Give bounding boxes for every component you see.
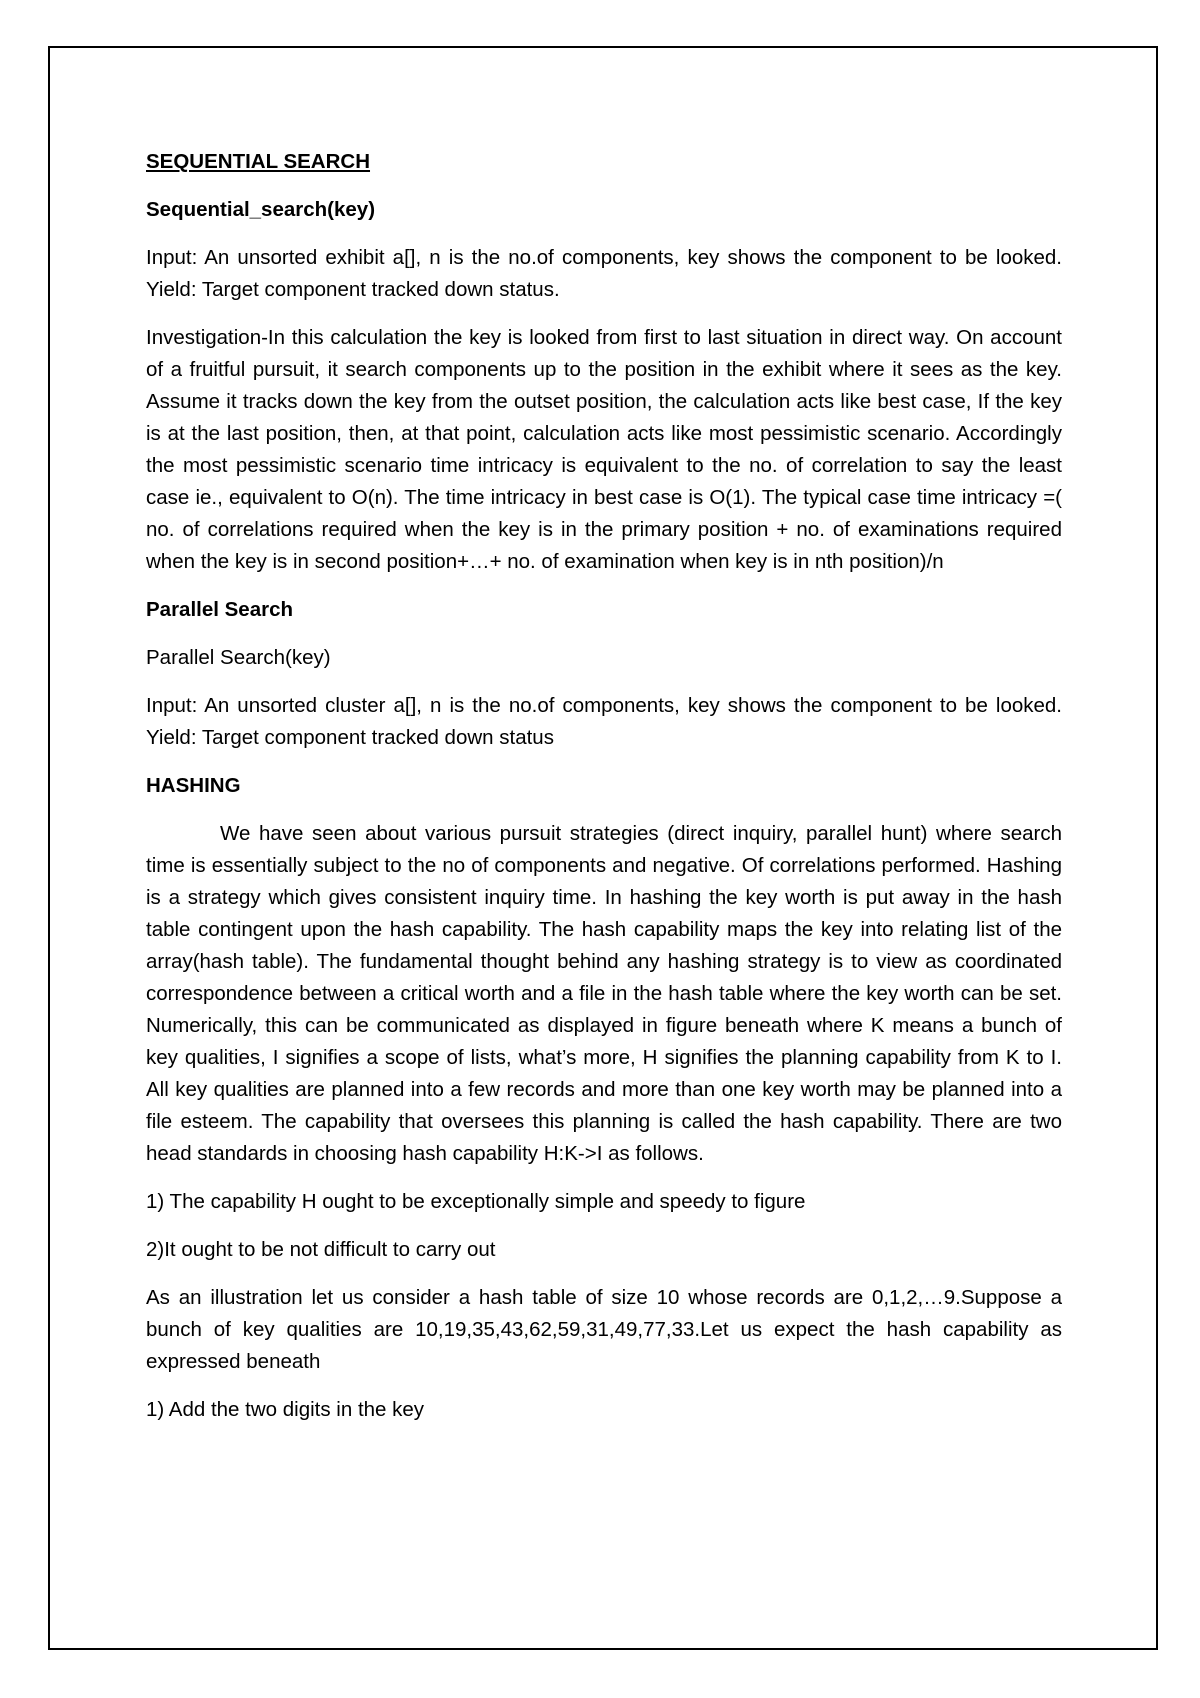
sequential-search-heading: SEQUENTIAL SEARCH	[146, 150, 371, 173]
parallel-search-input: Input: An unsorted cluster a[], n is the no.of components, key shows the component to be looked. Yield: Target component tracked down status	[146, 694, 1062, 749]
hashing-step-1: 1) Add the two digits in the key	[146, 1398, 425, 1421]
hashing-heading: HASHING	[146, 774, 241, 797]
sequential-search-function: Sequential_search(key)	[146, 198, 376, 221]
hashing-intro: We have seen about various pursuit strategies (direct inquiry, parallel hunt) where search time is essentially subject to the no of components and negative. Of correlations performed. Hashing is a strategy which gives consistent inquiry time. In hashing the key worth is put away in the hash table contingent upon the hash capability. The hash capability maps the key into relating list of the array(hash table). The fundamental thought behind any hashing strategy is to view as coordinated correspondence between a critical worth and a file in the hash table where the key worth can be set. Numerically, this can be communicated as displayed in figure beneath where K means a bunch of key qualities, I signifies a scope of lists, what’s more, H signifies the planning capability from K to I. All key qualities are planned into a few records and more than one key worth may be planned into a file esteem. The capability that oversees this planning is called the hash capability. There are two head standards in choosing hash capability H:K->I as follows.	[146, 822, 1062, 1165]
document-body	[146, 146, 1062, 1442]
parallel-search-heading: Parallel Search	[146, 598, 294, 621]
parallel-search-function: Parallel Search(key)	[146, 646, 331, 669]
sequential-search-input: Input: An unsorted exhibit a[], n is the no.of components, key shows the component to be looked. Yield: Target component tracked down status.	[146, 246, 1062, 301]
hashing-principle-1: 1) The capability H ought to be exceptionally simple and speedy to figure	[146, 1190, 806, 1213]
hashing-illustration: As an illustration let us consider a hash table of size 10 whose records are 0,1,2,…9.Suppose a bunch of key qualities are 10,19,35,43,62,59,31,49,77,33.Let us expect the hash capability as expressed beneath	[146, 1286, 1062, 1373]
sequential-search-investigation: Investigation-In this calculation the key is looked from first to last situation in direct way. On account of a fruitful pursuit, it search components up to the position in the exhibit where it sees as the key. Assume it tracks down the key from the outset position, the calculation acts like best case, If the key is at the last position, then, at that point, calculation acts like most pessimistic scenario. Accordingly the most pessimistic scenario time intricacy is equivalent to the no. of correlation to say the least case ie., equivalent to O(n). The time intricacy in best case is O(1). The typical case time intricacy =( no. of correlations required when the key is in the primary position + no. of examinations required when the key is in second position+…+ no. of examination when key is in nth position)/n	[146, 326, 1062, 573]
hashing-principle-2: 2)It ought to be not difficult to carry out	[146, 1238, 496, 1261]
